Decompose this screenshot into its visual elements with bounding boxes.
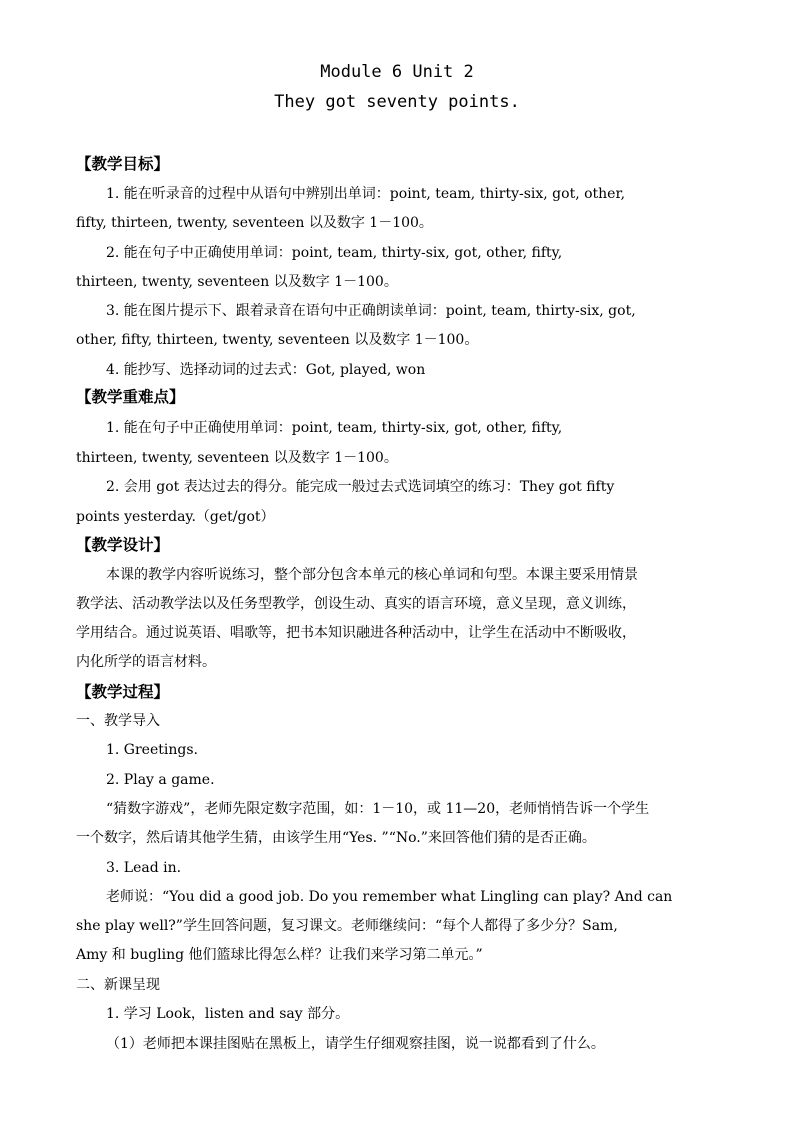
process-line: 一、教学导入 — [76, 713, 160, 729]
section-heading-objectives: 【教学目标】 — [76, 154, 170, 173]
document-title: Module 6 Unit 2 — [320, 62, 474, 82]
objective-line: 3. 能在图片提示下、跟着录音在语句中正确朗读单词：point, team, thirty-six, got, — [106, 303, 636, 319]
design-line: 内化所学的语言材料。 — [76, 654, 216, 670]
key-point-line: 1. 能在句子中正确使用单词：point, team, thirty-six, got, other, fifty, — [106, 420, 563, 436]
process-line: Amy 和 bugling 他们篮球比得怎么样？让我们来学习第二单元。” — [76, 947, 483, 963]
objective-line: 2. 能在句子中正确使用单词：point, team, thirty-six, got, other, fifty, — [106, 245, 563, 261]
process-line: 1. Greetings. — [106, 742, 198, 758]
process-line: 二、新课呈现 — [76, 977, 160, 993]
process-line: 一个数字，然后请其他学生猜，由该学生用“Yes. ”“No.”来回答他们猜的是否正确。 — [76, 830, 596, 846]
process-line: “猜数字游戏”，老师先限定数字范围，如：1－10，或 11—20，老师悄悄告诉一个学生 — [106, 801, 650, 817]
section-heading-process: 【教学过程】 — [76, 682, 170, 701]
section-heading-design: 【教学设计】 — [76, 535, 170, 554]
process-line: （1）老师把本课挂图贴在黑板上，请学生仔细观察挂图，说一说都看到了什么。 — [106, 1036, 605, 1052]
key-point-line: thirteen, twenty, seventeen 以及数字 1－100。 — [76, 450, 398, 466]
objective-line: 1. 能在听录音的过程中从语句中辨别出单词：point, team, thirty-six, got, other, — [106, 186, 626, 202]
objective-line: 4. 能抄写、选择动词的过去式：Got, played, won — [106, 362, 426, 378]
process-line: she play well?”学生回答问题，复习课文。老师继续问：“每个人都得了多少分？Sam, — [76, 918, 618, 934]
process-line: 2. Play a game. — [106, 772, 215, 788]
document-subtitle: They got seventy points. — [274, 92, 520, 112]
design-line: 教学法、活动教学法以及任务型教学，创设生动、真实的语言环境，意义呈现，意义训练， — [76, 596, 636, 612]
process-line: 3. Lead in. — [106, 860, 182, 876]
objective-line: other, fifty, thirteen, twenty, seventeen 以及数字 1－100。 — [76, 332, 479, 348]
section-heading-key-points: 【教学重难点】 — [76, 387, 185, 406]
objective-line: fifty, thirteen, twenty, seventeen 以及数字 1－100。 — [76, 215, 433, 231]
process-line: 1. 学习 Look，listen and say 部分。 — [106, 1006, 350, 1022]
key-point-line: points yesterday.（get/got） — [76, 509, 275, 525]
key-point-line: 2. 会用 got 表达过去的得分。能完成一般过去式选词填空的练习：They got fifty — [106, 479, 615, 495]
objective-line: thirteen, twenty, seventeen 以及数字 1－100。 — [76, 274, 398, 290]
design-line: 本课的教学内容听说练习，整个部分包含本单元的核心单词和句型。本课主要采用情景 — [106, 567, 638, 583]
process-line: 老师说：“You did a good job. Do you remember what Lingling can play? And can — [106, 889, 673, 905]
design-line: 学用结合。通过说英语、唱歌等，把书本知识融进各种活动中，让学生在活动中不断吸收， — [76, 625, 636, 641]
